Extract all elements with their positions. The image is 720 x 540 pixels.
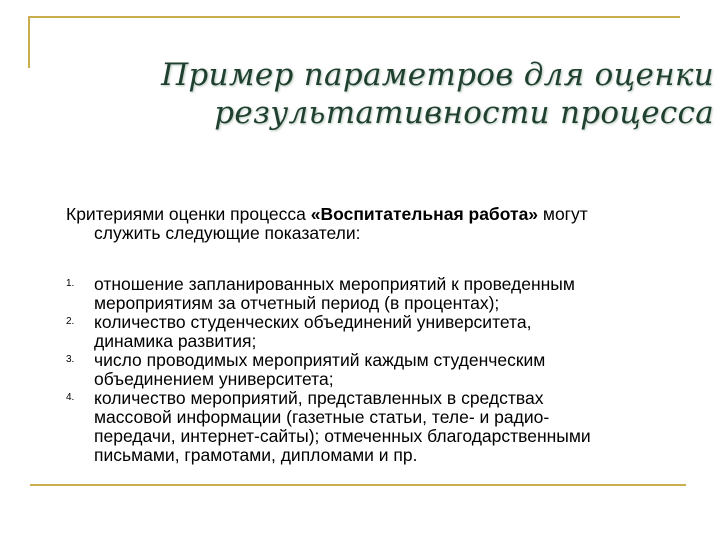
intro-paragraph (66, 205, 706, 243)
title-line-2: результативности процесса (214, 95, 714, 131)
intro-text-line-2: служить следующие показатели: (94, 223, 361, 243)
list-item (66, 275, 706, 313)
list-item-line: мероприятиям за отчетный период (в процентах); (94, 293, 500, 313)
list-item-line: количество студенческих объединений университета, (94, 312, 532, 332)
list-item-line: число проводимых мероприятий каждым студенческим (94, 350, 546, 370)
list-item-line: письмами, грамотами, дипломами и пр. (94, 445, 418, 465)
list-item-line: объединением университета; (94, 369, 334, 389)
list-item-line: передачи, интернет-сайты); отмеченных благодарственными (94, 426, 591, 446)
list-item-line: отношение запланированных мероприятий к проведенным (94, 274, 575, 294)
intro-process-name: «Воспитательная работа» (310, 204, 539, 224)
list-item-number: 3. (66, 354, 75, 365)
list-item-line: динамика развития; (94, 331, 257, 351)
list-item-line: массовой информации (газетные статьи, теле- и радио- (94, 407, 550, 427)
list-item-line: количество мероприятий, представленных в средствах (94, 388, 544, 408)
frame-bottom-rule (30, 484, 686, 486)
list-item-number: 2. (66, 316, 75, 327)
frame-left-rule (28, 16, 30, 68)
intro-text-end: могут (538, 204, 588, 224)
slide-title (154, 56, 714, 132)
criteria-list (66, 275, 706, 465)
list-item-number: 1. (66, 278, 75, 289)
frame-top-rule (28, 16, 680, 18)
list-item (66, 313, 706, 351)
list-item (66, 351, 706, 389)
intro-text-start: Критериями оценки процесса (66, 204, 311, 224)
list-item-number: 4. (66, 392, 75, 403)
list-item (66, 389, 706, 465)
title-line-1: Пример параметров для оценки (161, 57, 714, 93)
